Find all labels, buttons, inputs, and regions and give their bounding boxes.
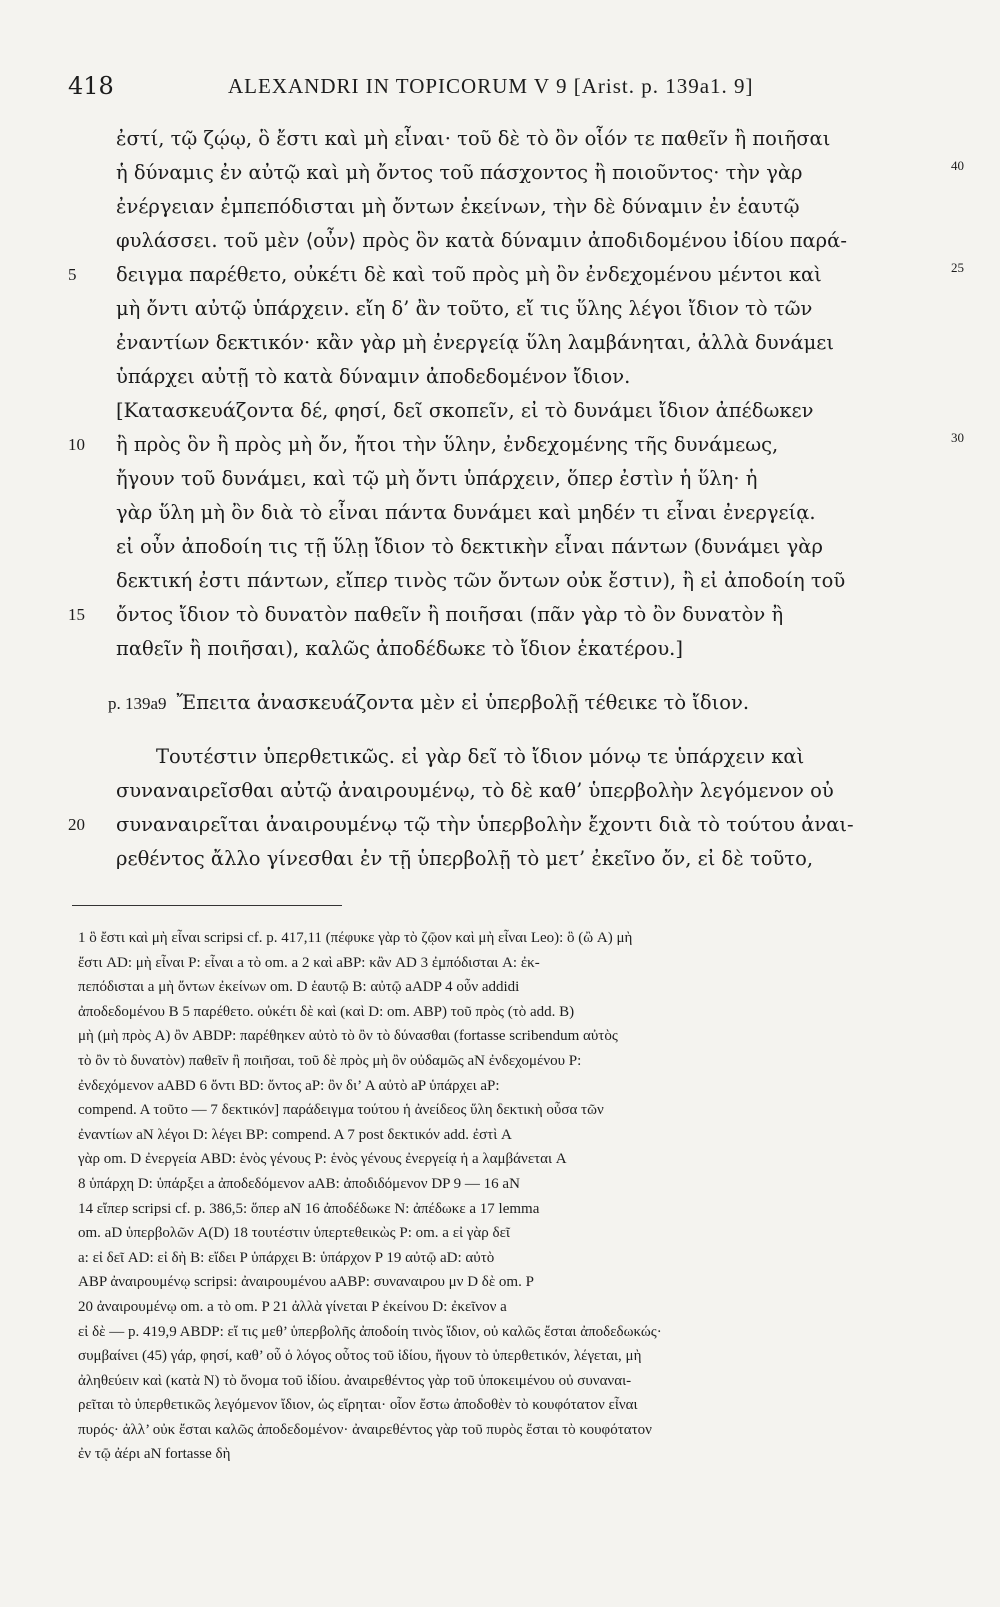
text-line	[116, 530, 916, 564]
apparatus-line: a: εἰ δεῖ AD: εἰ δὴ B: εἴδει P ὑπάρχει B: ὑπάρχον P 19 αὐτῷ aD: αὐτὸ	[78, 1249, 495, 1266]
text-line	[116, 156, 964, 190]
line-text: φυλάσσει. τοῦ μὲν ⟨οὖν⟩ πρὸς ὃν κατὰ δύναμιν ἀποδιδομένου ἰδίου παρά-	[116, 229, 847, 252]
text-line	[116, 326, 916, 360]
line-text: εἰ οὖν ἀποδοίη τις τῇ ὕλῃ ἴδιον τὸ δεκτικὴν εἶναι πάντων (δυνάμει γὰρ	[116, 535, 823, 558]
line-text: συναναιρεῖσθαι αὐτῷ ἀναιρουμένῳ, τὸ δὲ καθ’ ὑπερβολὴν λεγόμενον οὐ	[116, 779, 834, 802]
lemma-text: Ἔπειτα ἀνασκευάζοντα μὲν εἰ ὑπερβολῇ τέθεικε τὸ ἴδιον.	[176, 691, 750, 714]
apparatus-line: πεπόδισται a μὴ ὄντων ἐκείνων om. D ἑαυτῷ B: αὐτῷ aADP 4 οὖν addidi	[78, 979, 520, 996]
apparatus-line: 14 εἴπερ scripsi cf. p. 386,5: ὅπερ aN 16 ἀποδέδωκε N: ἀπέδωκε a 17 lemma	[78, 1200, 540, 1217]
apparatus-line: τὸ ὂν τὸ δυνατὸν) παθεῖν ἢ ποιῆσαι, τοῦ δὲ πρὸς μὴ ὂν οὐδαμῶς aN ἐνδεχομένου P:	[78, 1052, 582, 1069]
text-line	[116, 496, 916, 530]
apparatus-line: 20 ἀναιρουμένῳ om. a τὸ om. P 21 ἀλλὰ γίνεται P ἐκείνου D: ἐκεῖνον a	[78, 1298, 507, 1315]
line-text: ρεθέντος ἄλλο γίνεσθαι ἐν τῇ ὑπερβολῇ τὸ μετ’ ἐκεῖνο ὄν, εἰ δὲ τοῦτο,	[116, 847, 814, 870]
text-line	[116, 774, 916, 808]
page-header	[68, 72, 948, 106]
apparatus-line: ἐνδεχόμενον aABD 6 ὄντι BD: ὄντος aP: ὂν δι’ A αὐτὸ aP ὑπάρχει aP:	[78, 1077, 500, 1094]
line-number: 20	[68, 815, 85, 834]
spacer	[116, 720, 916, 740]
footnote-rule	[72, 905, 342, 906]
text-line	[116, 292, 916, 326]
apparatus-line: compend. A τοῦτο — 7 δεκτικόν] παράδειγμα τούτου ἡ ἀνείδεος ὕλη δεκτικὴ οὖσα τῶν	[78, 1102, 604, 1119]
running-title: ALEXANDRI IN TOPICORUM V 9 [Arist. p. 139a1. 9]	[228, 74, 754, 98]
line-text: συναναιρεῖται ἀναιρουμένῳ τῷ τὴν ὑπερβολὴν ἔχοντι διὰ τὸ τούτου ἀναι-	[116, 813, 854, 836]
text-line	[116, 740, 916, 774]
apparatus-line: ἔστι AD: μὴ εἶναι P: εἶναι a τὸ om. a 2 καὶ aBP: κἂν AD 3 ἐμπόδισται A: ἐκ-	[78, 954, 540, 971]
apparatus-line: συμβαίνει (45) γάρ, φησί, καθ’ οὗ ὁ λόγος οὗτος τοῦ ἰδίου, ἤγουν τὸ ὑπερθετικόν, λέγεται, μὴ	[78, 1348, 642, 1365]
line-text: μὴ ὄντι αὐτῷ ὑπάρχειν. εἴη δ’ ἂν τοῦτο, εἴ τις ὕλης λέγοι ἴδιον τὸ τῶν	[116, 297, 813, 320]
text-line	[68, 598, 916, 632]
text-line	[116, 122, 916, 156]
line-text: ὑπάρχει αὐτῇ τὸ κατὰ δύναμιν ἀποδεδομένον ἴδιον.	[116, 365, 631, 388]
apparatus-line: γὰρ om. D ἐνεργεία ABD: ἑνὸς γένους P: ἑνὸς γένους ἐνεργείᾳ ἡ a λαμβάνεται A	[78, 1151, 567, 1168]
line-text: δειγμα παρέθετο, οὐκέτι δὲ καὶ τοῦ πρὸς μὴ ὂν ἐνδεχομένου μέντοι καὶ	[116, 263, 822, 286]
apparatus-line: ρεῖται τὸ ὑπερθετικῶς λεγόμενον ἴδιον, ὡς εἴρηται· οἷον ἔστω ἀποδοθὲν τὸ κουφότατον εἶναι	[78, 1397, 638, 1414]
text-line	[116, 394, 916, 428]
line-text: ἤγουν τοῦ δυνάμει, καὶ τῷ μὴ ὄντι ὑπάρχειν, ὅπερ ἐστὶν ἡ ὕλη· ἡ	[116, 467, 758, 490]
line-text: Τουτέστιν ὑπερθετικῶς. εἰ γὰρ δεῖ τὸ ἴδιον μόνῳ τε ὑπάρχειν καὶ	[156, 745, 805, 768]
text-line	[68, 428, 964, 462]
apparatus-line: ἐν τῷ ἀέρι aN fortasse δὴ	[78, 1446, 231, 1463]
text-line	[116, 360, 916, 394]
lemma	[108, 686, 916, 720]
text-line	[116, 224, 916, 258]
margin-number: 30	[951, 430, 964, 445]
line-text: παθεῖν ἢ ποιῆσαι), καλῶς ἀποδέδωκε τὸ ἴδιον ἑκατέρου.]	[116, 637, 683, 660]
apparatus-line: ἐναντίων aN λέγοι D: λέγει BP: compend. A 7 post δεκτικόν add. ἐστὶ A	[78, 1126, 512, 1143]
line-text: ἡ δύναμις ἐν αὐτῷ καὶ μὴ ὄντος τοῦ πάσχοντος ἢ ποιοῦντος· τὴν γὰρ	[116, 161, 803, 184]
margin-number: 25	[951, 260, 964, 275]
main-text	[68, 122, 964, 876]
text-line	[116, 462, 916, 496]
apparatus-line: ἀληθεύειν καὶ (κατὰ N) τὸ ὄνομα τοῦ ἰδίου. ἀναιρεθέντος γὰρ τοῦ ὑποκειμένου οὐ συναναι-	[78, 1372, 632, 1389]
apparatus-line: πυρός· ἀλλ’ οὐκ ἔσται καλῶς ἀποδεδομένον· ἀναιρεθέντος γὰρ τοῦ πυρὸς ἔσται τὸ κουφότατον	[78, 1421, 652, 1438]
line-text: ἐνέργειαν ἐμπεπόδισται μὴ ὄντων ἐκείνων, τὴν δὲ δύναμιν ἐν ἑαυτῷ	[116, 195, 800, 218]
lemma-reference: p. 139a9	[108, 694, 167, 713]
line-text: ἐστί, τῷ ζῴῳ, ὃ ἔστι καὶ μὴ εἶναι· τοῦ δὲ τὸ ὂν οἷόν τε παθεῖν ἢ ποιῆσαι	[116, 127, 831, 150]
apparatus-criticus	[78, 926, 948, 1467]
apparatus-line: ἀποδεδομένου B 5 παρέθετο. οὐκέτι δὲ καὶ (καὶ D: om. ABP) τοῦ πρὸς (τὸ add. B)	[78, 1003, 575, 1020]
line-text: ἢ πρὸς ὃν ἢ πρὸς μὴ ὄν, ἤτοι τὴν ὕλην, ἐνδεχομένης τῆς δυνάμεως,	[116, 433, 779, 456]
page-number: 418	[68, 72, 114, 100]
line-text: [Κατασκευάζοντα δέ, φησί, δεῖ σκοπεῖν, εἰ τὸ δυνάμει ἴδιον ἀπέδωκεν	[116, 399, 814, 422]
text-line	[68, 808, 916, 842]
line-number: 10	[68, 435, 85, 454]
apparatus-line: εἰ δὲ — p. 419,9 ABDP: εἴ τις μεθ’ ὑπερβολῆς ἀποδοίη τινὸς ἴδιον, οὐ καλῶς ἔσται ἀποδεδωκώς·	[78, 1323, 662, 1340]
line-text: ἐναντίων δεκτικόν· κἂν γὰρ μὴ ἐνεργείᾳ ὕλη λαμβάνηται, ἀλλὰ δυνάμει	[116, 331, 835, 354]
text-line	[116, 632, 916, 666]
apparatus-line: om. aD ὑπερβολῶν A(D) 18 τουτέστιν ὑπερτεθεικὼς P: om. a εἰ γὰρ δεῖ	[78, 1225, 510, 1242]
apparatus-line: 1 ὃ ἔστι καὶ μὴ εἶναι scripsi cf. p. 417,11 (πέφυκε γὰρ τὸ ζῷον καὶ μὴ εἶναι Leo): ὃ (ὢ A) μὴ	[78, 930, 633, 946]
text-line	[68, 258, 964, 292]
apparatus-line: 8 ὑπάρχη D: ὑπάρξει a ἀποδεδόμενον aAB: ἀποδιδόμενον DP 9 — 16 aN	[78, 1175, 520, 1192]
apparatus-line: μὴ (μὴ πρὸς A) ὂν ABDP: παρέθηκεν αὐτὸ τὸ ὂν τὸ δύνασθαι (fortasse scribendum αὐτὸς	[78, 1028, 618, 1045]
line-number: 5	[68, 265, 77, 284]
spacer	[116, 666, 916, 686]
text-line	[116, 564, 916, 598]
line-number: 15	[68, 605, 85, 624]
line-text: δεκτική ἐστι πάντων, εἴπερ τινὸς τῶν ὄντων οὐκ ἔστιν), ἢ εἰ ἀποδοίη τοῦ	[116, 569, 846, 592]
text-line	[116, 190, 916, 224]
margin-number: 40	[951, 158, 964, 173]
apparatus-line: ABP ἀναιρουμένῳ scripsi: ἀναιρουμένου aABP: συναναιρου μν D δὲ om. P	[78, 1274, 534, 1291]
text-line	[116, 842, 916, 876]
line-text: ὄντος ἴδιον τὸ δυνατὸν παθεῖν ἢ ποιῆσαι (πᾶν γὰρ τὸ ὂν δυνατὸν ἢ	[116, 603, 784, 626]
line-text: γὰρ ὕλη μὴ ὂν διὰ τὸ εἶναι πάντα δυνάμει καὶ μηδέν τι εἶναι ἐνεργείᾳ.	[116, 501, 816, 524]
